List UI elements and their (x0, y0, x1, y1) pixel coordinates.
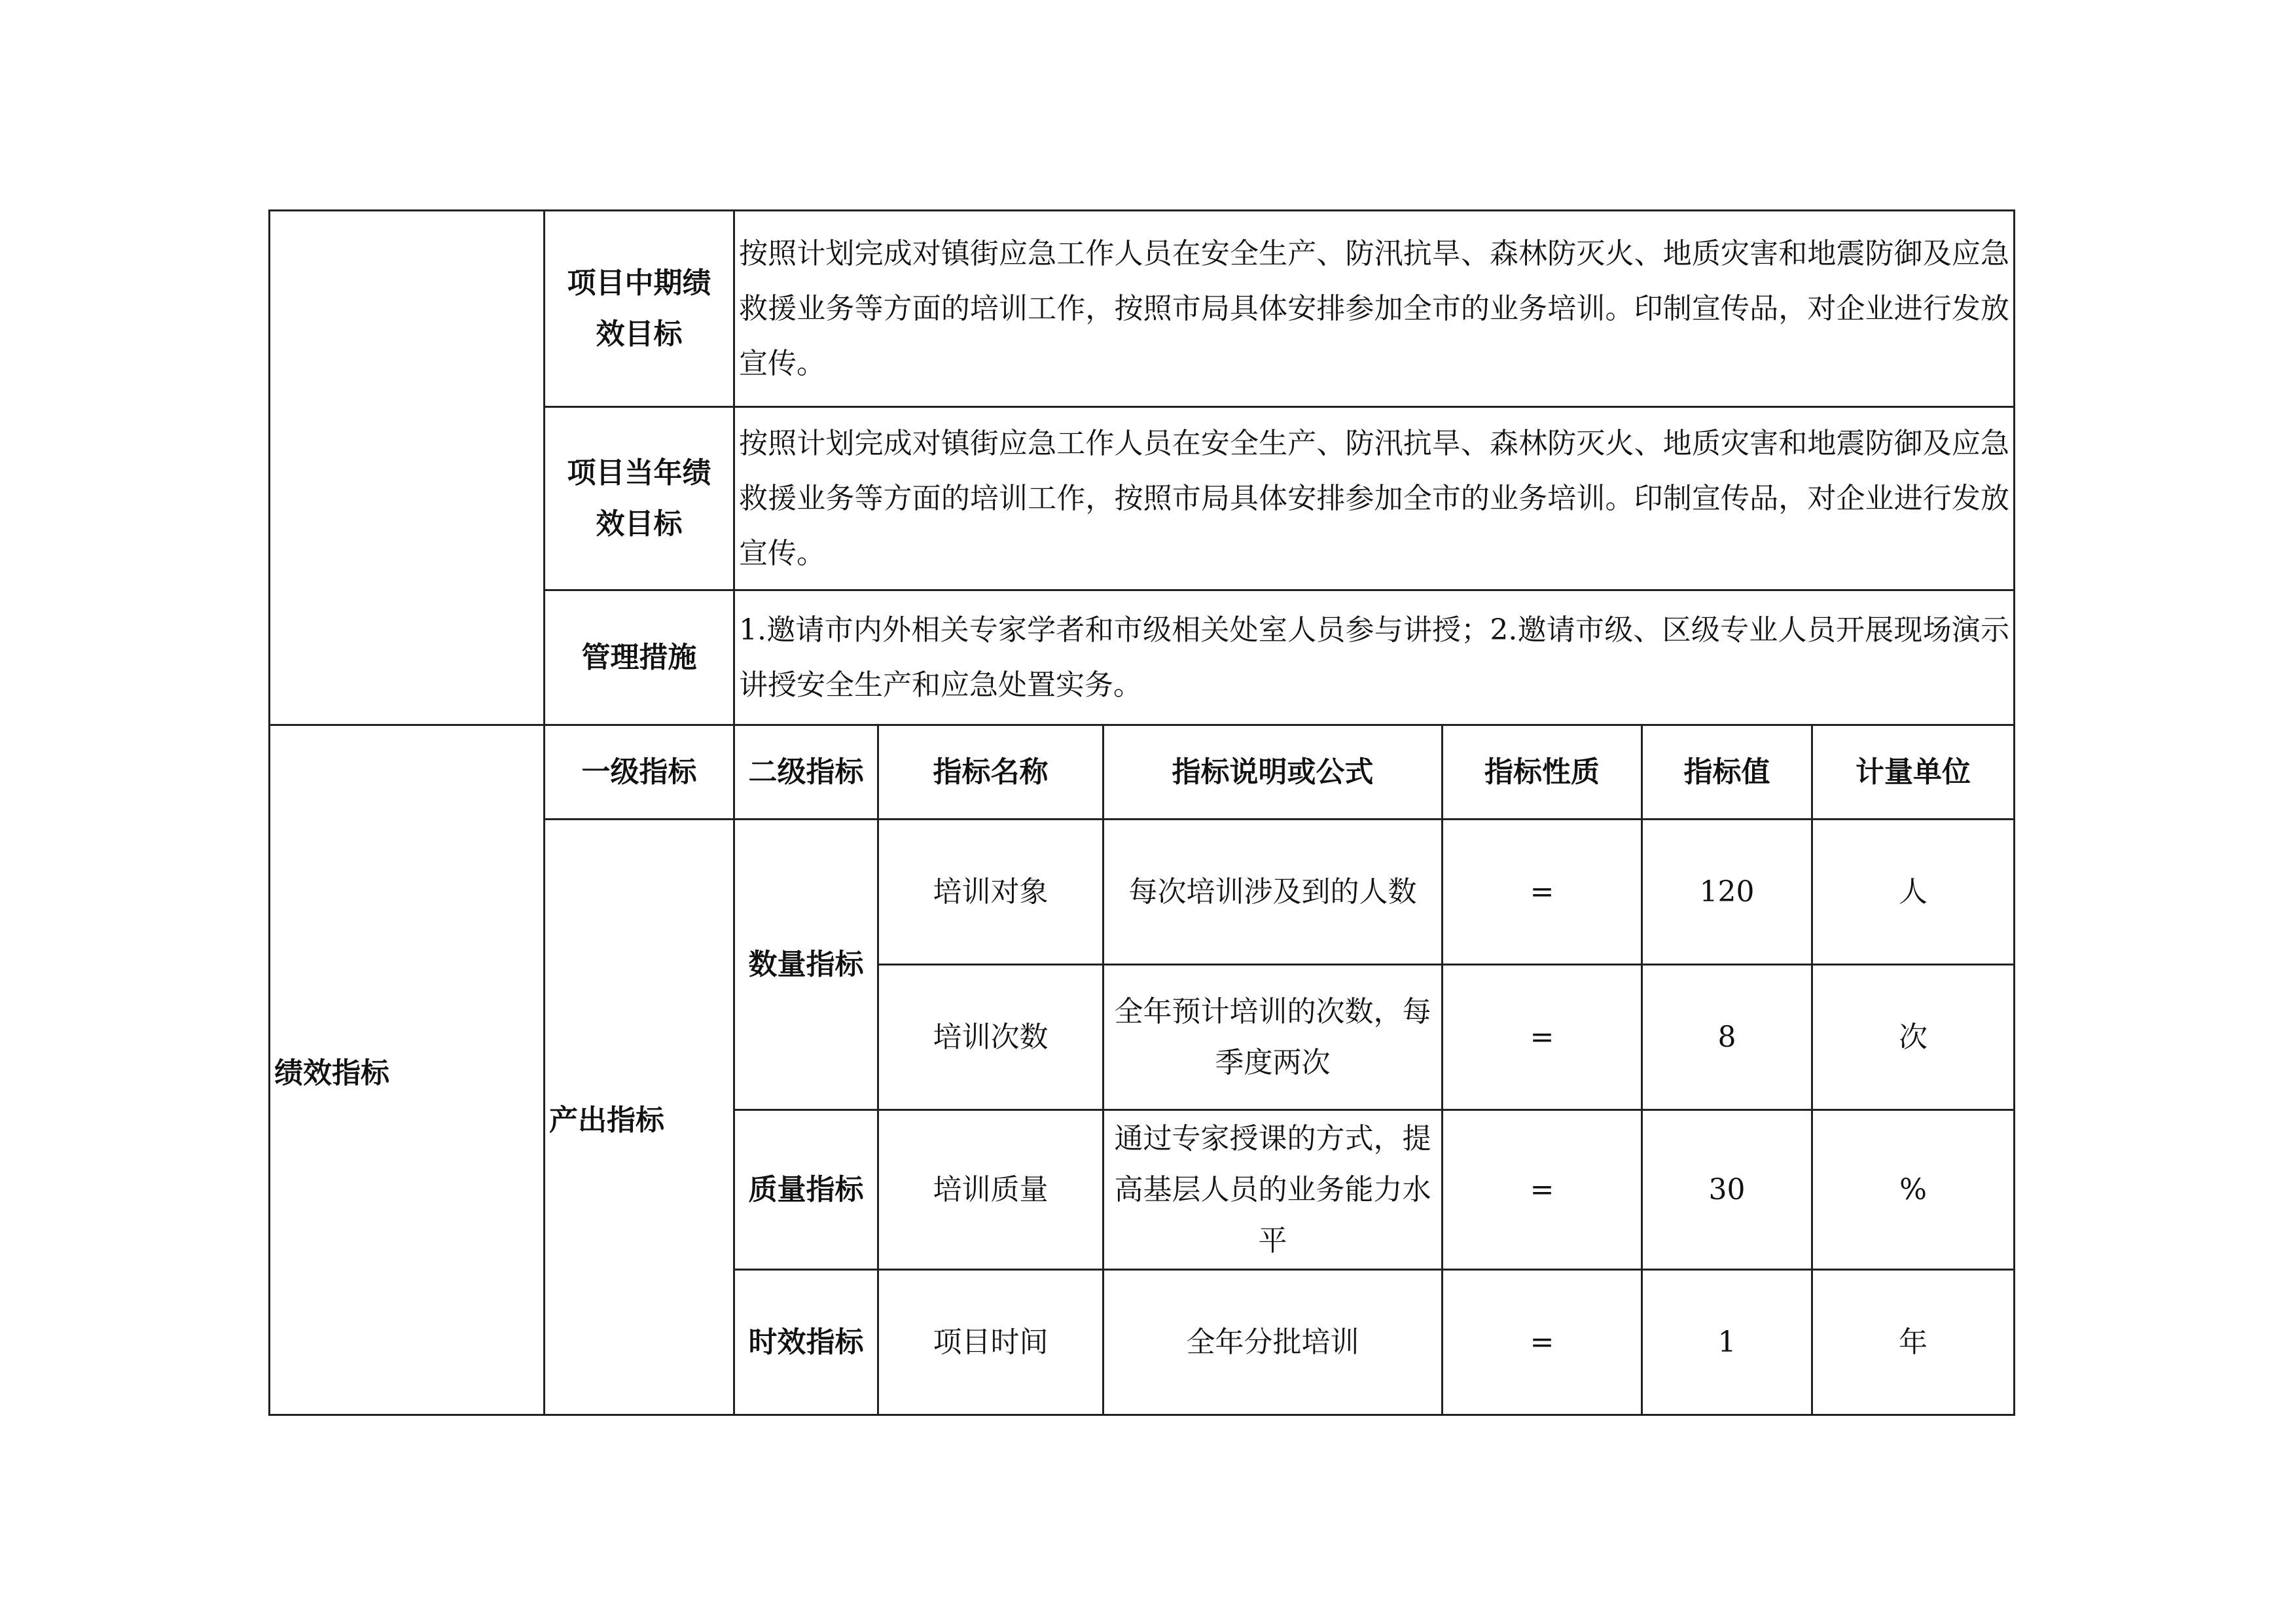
header-nature: 指标性质 (1443, 725, 1642, 820)
header-value: 指标值 (1642, 725, 1812, 820)
level2-timeliness-label: 时效指标 (734, 1270, 878, 1415)
indicators-section-label: 绩效指标 (270, 725, 545, 1415)
annual-goal-text: 按照计划完成对镇街应急工作人员在安全生产、防汛抗旱、森林防灭火、地质灾害和地震防御及应急救援业务等方面的培训工作，按照市局具体安排参加全市的业务培训。印制宣传品，对企业进行发放宣传。 (734, 407, 2015, 590)
level2-quantity-label: 数量指标 (734, 820, 878, 1110)
indicator-name: 项目时间 (878, 1270, 1103, 1415)
top-left-blank-cell (270, 211, 545, 725)
indicator-desc: 全年分批培训 (1103, 1270, 1443, 1415)
indicator-nature: = (1443, 1270, 1642, 1415)
indicator-value: 8 (1642, 965, 1812, 1110)
indicator-name: 培训质量 (878, 1110, 1103, 1270)
performance-table (268, 209, 2015, 1416)
indicator-nature: = (1443, 965, 1642, 1110)
mid-goal-row (270, 211, 2015, 407)
header-name: 指标名称 (878, 725, 1103, 820)
header-desc: 指标说明或公式 (1103, 725, 1443, 820)
annual-goal-label: 项目当年绩效目标 (545, 407, 734, 590)
level2-quality-label: 质量指标 (734, 1110, 878, 1270)
indicator-desc: 每次培训涉及到的人数 (1103, 820, 1443, 965)
indicator-value: 30 (1642, 1110, 1812, 1270)
indicator-nature: = (1443, 820, 1642, 965)
indicator-name: 培训次数 (878, 965, 1103, 1110)
indicator-value: 1 (1642, 1270, 1812, 1415)
mid-goal-label: 项目中期绩效目标 (545, 211, 734, 407)
indicator-desc: 通过专家授课的方式，提高基层人员的业务能力水平 (1103, 1110, 1443, 1270)
indicator-unit: % (1812, 1110, 2015, 1270)
indicator-unit: 人 (1812, 820, 2015, 965)
measures-label: 管理措施 (545, 590, 734, 725)
measures-text: 1.邀请市内外相关专家学者和市级相关处室人员参与讲授；2.邀请市级、区级专业人员开展现场演示讲授安全生产和应急处置实务。 (734, 590, 2015, 725)
indicator-unit: 次 (1812, 965, 2015, 1110)
header-level2: 二级指标 (734, 725, 878, 820)
indicator-unit: 年 (1812, 1270, 2015, 1415)
performance-goal-document (268, 209, 2013, 1414)
header-unit: 计量单位 (1812, 725, 2015, 820)
indicator-name: 培训对象 (878, 820, 1103, 965)
indicator-header-row (270, 725, 2015, 820)
header-level1: 一级指标 (545, 725, 734, 820)
level1-output-label: 产出指标 (545, 820, 734, 1415)
mid-goal-text: 按照计划完成对镇街应急工作人员在安全生产、防汛抗旱、森林防灭火、地质灾害和地震防御及应急救援业务等方面的培训工作，按照市局具体安排参加全市的业务培训。印制宣传品，对企业进行发放宣传。 (734, 211, 2015, 407)
indicator-nature: = (1443, 1110, 1642, 1270)
indicator-desc: 全年预计培训的次数，每季度两次 (1103, 965, 1443, 1110)
indicator-value: 120 (1642, 820, 1812, 965)
